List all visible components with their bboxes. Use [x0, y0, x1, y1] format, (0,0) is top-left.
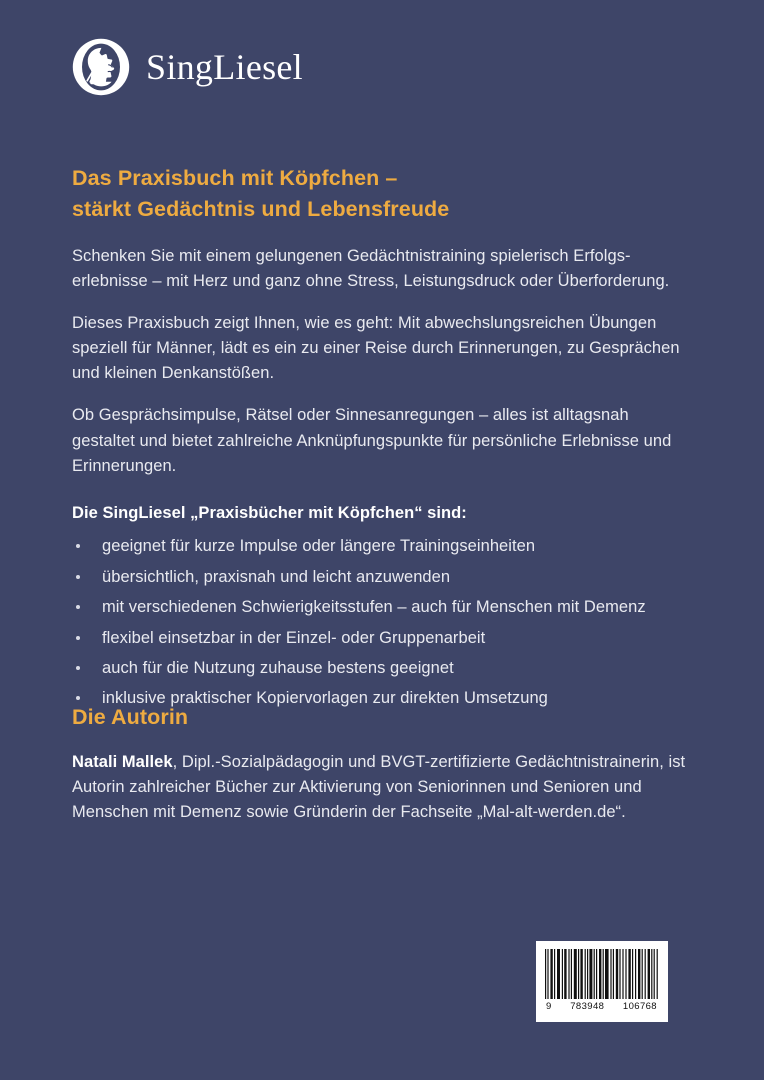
barcode-number [545, 1001, 659, 1012]
bullet-dot-icon [76, 605, 80, 609]
barcode-digit-group-1: 783948 [570, 1001, 605, 1012]
list-item [72, 595, 692, 619]
list-item-label: auch für die Nutzung zuhause bestens geeignet [102, 659, 454, 678]
headline-line-1: Das Praxisbuch mit Köpfchen – [72, 166, 398, 190]
bullet-dot-icon [76, 636, 80, 640]
description-paragraph-1: Schenken Sie mit einem gelungenen Gedächtnistraining spielerisch Erfolgs-erlebnisse – mit Herz und ganz ohne Stress, Leistungsdruck oder Überforderung. [72, 247, 670, 291]
list-item-label: mit verschiedenen Schwierigkeitsstufen – auch für Menschen mit Demenz [102, 598, 646, 617]
list-item [72, 534, 692, 558]
publisher-logo [72, 38, 303, 96]
list-item [72, 656, 692, 680]
author-section [72, 705, 692, 825]
author-biography [72, 750, 692, 825]
list-item [72, 565, 692, 589]
bullet-dot-icon [76, 575, 80, 579]
bullet-dot-icon [76, 666, 80, 670]
feature-list [72, 534, 692, 710]
author-section-title: Die Autorin [72, 705, 189, 729]
barcode-digit-prefix: 9 [546, 1001, 552, 1012]
singing-head-emblem-icon [72, 38, 130, 96]
list-item [72, 626, 692, 650]
isbn-barcode [536, 941, 668, 1022]
publisher-wordmark: SingLiesel [146, 47, 303, 87]
page-title [72, 163, 692, 224]
list-item-label: geeignet für kurze Impulse oder längere Trainingseinheiten [102, 537, 536, 556]
cover-text-column [72, 163, 692, 717]
barcode-bars-icon [545, 949, 659, 999]
bullet-dot-icon [76, 544, 80, 548]
author-bio-text: , Dipl.-Sozialpädagogin und BVGT-zertifizierte Gedächtnistrainerin, ist Autorin zahlreicher Bücher zur Aktivierung von Seniorinnen und Senioren und Menschen mit Demenz sowie Gründerin der Fachseite „Mal-alt-werden.de“. [72, 753, 686, 822]
list-item-label: übersichtlich, praxisnah und leicht anzuwenden [102, 567, 451, 586]
feature-list-heading: Die SingLiesel „Praxisbücher mit Köpfchen“ sind: [72, 503, 467, 522]
bullet-dot-icon [76, 696, 80, 700]
headline-line-2: stärkt Gedächtnis und Lebensfreude [72, 196, 450, 221]
list-item-label: flexibel einsetzbar in der Einzel- oder Gruppenarbeit [102, 628, 486, 647]
author-name: Natali Mallek [72, 753, 173, 771]
list-item-label: inklusive praktischer Kopiervorlagen zur direkten Umsetzung [102, 689, 548, 708]
description-paragraph-3: Ob Gesprächsimpulse, Rätsel oder Sinnesanregungen – alles ist alltagsnah gestaltet und bietet zahlreiche Anknüpfungspunkte für persönliche Erlebnisse und Erinnerungen. [72, 406, 672, 475]
description-paragraph-2: Dieses Praxisbuch zeigt Ihnen, wie es geht: Mit abwechslungsreichen Übungen speziell für Männer, lädt es ein zu einer Reise durch Erinnerungen, zu Gesprächen und kleinen Denkanstößen. [72, 314, 680, 383]
barcode-digit-group-2: 106768 [622, 1001, 657, 1012]
